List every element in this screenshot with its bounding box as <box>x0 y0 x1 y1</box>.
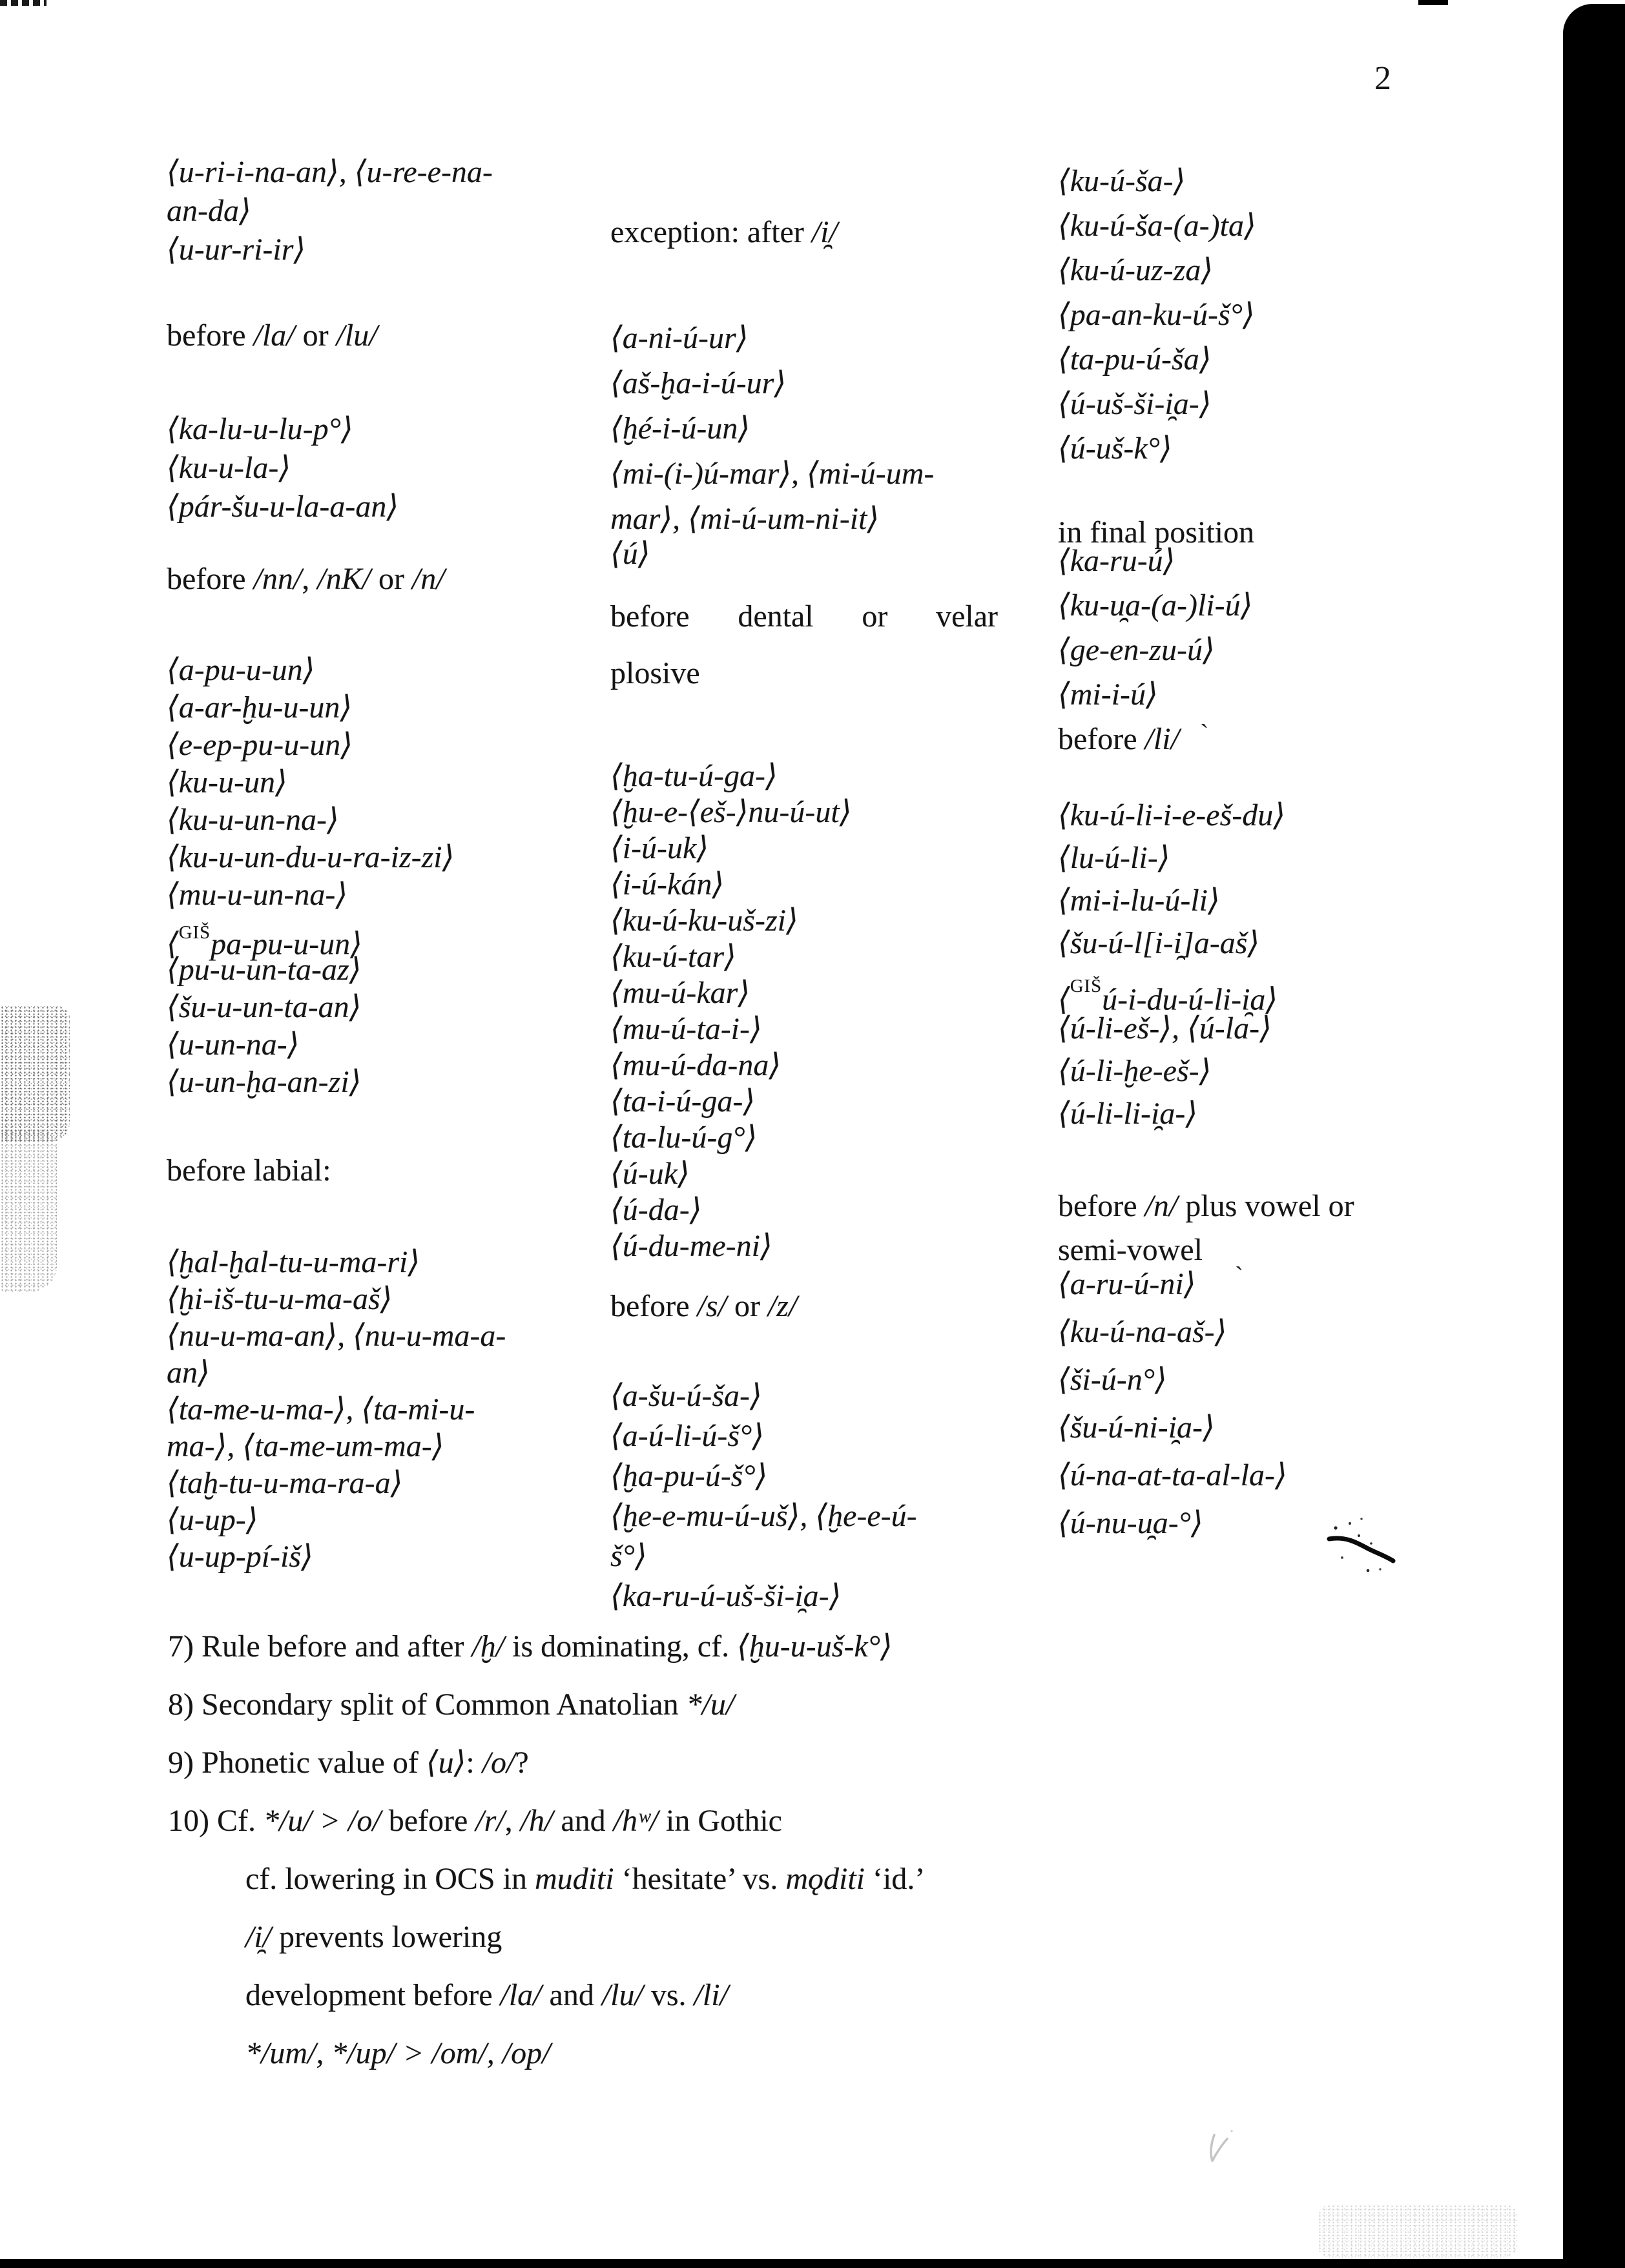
text-segment: and <box>553 1804 614 1838</box>
pen-mark <box>1329 1518 1393 1572</box>
text-segment: before <box>1058 1189 1145 1223</box>
text-segment: ⟨aš-ḫa-i-ú-ur⟩ <box>610 366 787 400</box>
text-segment: /n/ <box>411 562 445 596</box>
text-segment: ⟨ta-i-ú-ga-⟩ <box>610 1084 756 1119</box>
text-segment: ⟨ḫa-tu-ú-ga-⟩ <box>610 759 778 793</box>
text-segment: ⟨u-un-ḫa-an-zi⟩ <box>167 1065 362 1099</box>
text-segment: in final position <box>1058 515 1254 550</box>
text-segment: ⟨ú-li-eš-⟩, ⟨ú-la-⟩ <box>1058 1011 1272 1046</box>
text-segment: ⟨ḫu-e-⟨eš-⟩nu-ú-ut⟩ <box>610 795 852 829</box>
text-segment: before dental or velar <box>610 599 998 634</box>
scan-smudge <box>1318 2205 1518 2258</box>
text-segment: ⟨ši-ú-n°⟩ <box>1058 1363 1167 1397</box>
text-segment: ⟨mu-ú-kar⟩ <box>610 976 750 1010</box>
text-segment: ? <box>515 1746 529 1780</box>
text-segment: ⟨ú-da-⟩ <box>610 1193 702 1227</box>
text-segment: ⟨a-ni-ú-ur⟩ <box>610 321 749 355</box>
text-segment: ⟨ú⟩ <box>610 537 650 571</box>
text-segment: ⟨pár-šu-u-la-a-an⟩ <box>167 490 399 524</box>
text-segment: development before <box>245 1978 501 2012</box>
text-segment: /s/ <box>697 1289 727 1323</box>
text-segment: ⟨ú-nu-u̯a-°⟩ <box>1058 1506 1203 1540</box>
text-segment: /nK/ <box>317 562 371 596</box>
text-segment: /h/ <box>520 1804 554 1838</box>
text-segment: /hʷ/ <box>613 1804 658 1838</box>
text-segment: ⟨a-ar-ḫu-u-un⟩ <box>167 690 353 725</box>
text-segment: ⟨ge-en-zu-ú⟩ <box>1058 633 1215 667</box>
text-segment: ⟨u-ur-ri-ir⟩ <box>167 232 306 267</box>
text-segment: or <box>726 1289 768 1323</box>
text-segment: ⟨ú-na-at-ta-al-la-⟩ <box>1058 1458 1287 1492</box>
text-segment: 9) Phonetic value of <box>168 1746 426 1780</box>
text-segment: ⟨a-ú-li-ú-š°⟩ <box>610 1419 764 1453</box>
scan-edge-artifact <box>1418 0 1448 5</box>
text-segment: before <box>380 1804 476 1838</box>
text-segment: /lu/ <box>336 318 378 353</box>
text-segment: ⟨ku-u̯a-(a-)li-ú⟩ <box>1058 588 1253 623</box>
text-segment: ⟨ku-u-un⟩ <box>167 765 287 799</box>
text-segment: ⟨ku-u-la-⟩ <box>167 451 291 485</box>
text-segment: ⟨a-pu-u-un⟩ <box>167 653 315 687</box>
text-segment: ⟨u-up-⟩ <box>167 1503 258 1537</box>
scan-smudge <box>0 1130 57 1292</box>
text-segment: /la/ <box>253 318 295 353</box>
scan-edge-bottom <box>0 2259 1625 2268</box>
text-segment: ⟨mi-i-lu-ú-li⟩ <box>1058 883 1220 918</box>
text-segment: ⟨mu-u-un-na-⟩ <box>167 878 348 912</box>
text-segment: ⟨u⟩ <box>426 1746 466 1780</box>
text-segment: ⟨šu-u-un-ta-an⟩ <box>167 990 362 1024</box>
text-segment: ⟨ku-u-un-na-⟩ <box>167 803 339 837</box>
text-segment: ⟨ <box>167 927 179 962</box>
text-segment: ⟨a-ru-ú-ni⟩ <box>1058 1267 1196 1301</box>
text-segment: before labial: <box>167 1153 331 1188</box>
text-segment: ma-⟩, ⟨ta-me-um-ma-⟩ <box>167 1429 444 1463</box>
text-segment: before <box>167 318 254 353</box>
text-segment: before <box>167 562 254 596</box>
text-segment: ⟨ta-me-u-ma-⟩, ⟨ta-mi-u- <box>167 1392 475 1427</box>
text-segment: ⟨ḫe-e-mu-ú-uš⟩, ⟨ḫe-e-ú- <box>610 1499 917 1533</box>
text-segment: in Gothic <box>658 1804 782 1838</box>
text-segment: /ḫ/ <box>471 1629 505 1664</box>
text-segment: ⟨ku-ú-uz-za⟩ <box>1058 253 1214 287</box>
text-segment: ⟨ka-ru-ú⟩ <box>1058 544 1175 578</box>
text-segment: ⟨ú-li-li-i̯a-⟩ <box>1058 1097 1198 1131</box>
text-segment: ⟨ḫu-u-uš-k°⟩ <box>737 1629 893 1664</box>
text-segment: 8) Secondary split of Common Anatolian <box>168 1687 687 1722</box>
text-segment: */um/, */up/ > /om/, /op/ <box>245 2036 551 2070</box>
text-segment: ⟨pu-u-un-ta-az⟩ <box>167 953 362 987</box>
text-segment: ⟨lu-ú-li-⟩ <box>1058 841 1170 875</box>
text-segment: ⟨mi-i-ú⟩ <box>1058 677 1158 712</box>
text-segment: muditi <box>534 1862 614 1896</box>
text-segment: ‘id.’ <box>865 1862 926 1896</box>
text-segment: /i̯/ <box>245 1920 272 1954</box>
text-segment: is dominating, cf. <box>504 1629 738 1664</box>
text-segment: ⟨ku-ú-ša-(a-)ta⟩ <box>1058 209 1256 243</box>
text-segment: */u/ <box>686 1687 735 1722</box>
text-segment: ⟨u-un-na-⟩ <box>167 1027 300 1062</box>
text-segment: ⟨ú-uš-k°⟩ <box>1058 431 1172 466</box>
text-segment: ⟨taḫ-tu-u-ma-ra-a⟩ <box>167 1466 403 1500</box>
text-segment: ⟨šu-ú-l[i-i̯]a-aš⟩ <box>1058 926 1260 960</box>
text-segment: /li/ <box>694 1978 729 2012</box>
text-segment: cf. lowering in OCS in <box>245 1862 535 1896</box>
text-segment: ⟨ku-ú-li-i-e-eš-du⟩ <box>1058 798 1285 832</box>
determinative-superscript: GIŠ <box>178 922 211 943</box>
text-segment: semi-vowel <box>1058 1233 1203 1267</box>
stray-tick-mark: ˋ <box>1235 1261 1244 1290</box>
text-segment: ⟨mi-(i-)ú-mar⟩, ⟨mi-ú-um- <box>610 457 935 491</box>
text-segment: ⟨u-ri-i-na-an⟩, ⟨u-re-e-na- <box>167 155 493 189</box>
text-segment: pa-pu-u-un⟩ <box>211 927 362 962</box>
text-segment: ⟨ú-uk⟩ <box>610 1157 690 1191</box>
text-segment: /r/ <box>475 1804 505 1838</box>
text-segment: /o/ <box>482 1746 515 1780</box>
text-segment: š°⟩ <box>610 1539 647 1573</box>
text-segment: /la/ <box>500 1978 542 2012</box>
text-segment: ⟨ku-ú-ša-⟩ <box>1058 164 1186 198</box>
scan-smudge <box>0 1006 70 1142</box>
text-segment: 7) Rule before and after <box>168 1629 472 1664</box>
text-segment: and <box>541 1978 602 2012</box>
text-segment: /lu/ <box>601 1978 643 2012</box>
text-segment: before <box>610 1289 698 1323</box>
stray-tick-mark: ˋ <box>1200 719 1209 748</box>
text-segment: ⟨ta-lu-ú-g°⟩ <box>610 1120 758 1155</box>
text-segment: ⟨ḫal-ḫal-tu-u-ma-ri⟩ <box>167 1245 420 1279</box>
text-segment: ú-i-du-ú-li-i̯a⟩ <box>1102 982 1278 1017</box>
text-segment: ‘hesitate’ vs. <box>614 1862 786 1896</box>
text-segment: ⟨ú-du-me-ni⟩ <box>610 1229 772 1263</box>
text-segment: ⟨a-šu-ú-ša-⟩ <box>610 1379 762 1413</box>
text-segment: ⟨ <box>1058 982 1070 1017</box>
text-segment: or <box>370 562 412 596</box>
text-segment: ⟨šu-ú-ni-i̯a-⟩ <box>1058 1410 1215 1445</box>
text-segment: /i̯/ <box>811 215 838 249</box>
text-segment: ⟨ku-u-un-du-u-ra-iz-zi⟩ <box>167 840 455 874</box>
text-segment: /z/ <box>767 1289 798 1323</box>
text-segment: plus vowel or <box>1177 1189 1354 1223</box>
text-segment: mar⟩, ⟨mi-ú-um-ni-it⟩ <box>610 502 880 536</box>
scan-corner-artifact <box>0 0 47 6</box>
text-segment: ⟨mu-ú-ta-i-⟩ <box>610 1012 762 1046</box>
pencil-mark <box>1211 2130 1233 2161</box>
text-segment: ⟨ka-lu-u-lu-p°⟩ <box>167 412 353 446</box>
text-segment: vs. <box>643 1978 694 2012</box>
text-segment: ⟨ku-ú-ku-uš-zi⟩ <box>610 903 798 938</box>
text-segment: /li/ <box>1144 722 1179 756</box>
text-segment: mǫditi <box>785 1862 865 1896</box>
text-segment: ⟨pa-an-ku-ú-š°⟩ <box>1058 298 1255 332</box>
text-segment: ⟨ú-uš-ši-i̯a-⟩ <box>1058 387 1212 421</box>
determinative-superscript: GIŠ <box>1070 976 1102 996</box>
text-segment: an-da⟩ <box>167 194 251 228</box>
page-number: 2 <box>1374 60 1391 97</box>
text-segment: ⟨ḫé-i-ú-un⟩ <box>610 411 750 446</box>
text-segment: ⟨i-ú-uk⟩ <box>610 831 709 865</box>
text-segment: ⟨ku-ú-na-aš-⟩ <box>1058 1315 1227 1349</box>
text-segment: ⟨u-up-pí-iš⟩ <box>167 1540 313 1574</box>
text-segment: ⟨e-ep-pu-u-un⟩ <box>167 728 353 762</box>
text-segment: ⟨ḫi-iš-tu-u-ma-aš⟩ <box>167 1282 393 1316</box>
text-segment: plosive <box>610 656 700 690</box>
text-segment: /nn/ <box>253 562 302 596</box>
text-segment: ⟨ḫa-pu-ú-š°⟩ <box>610 1459 768 1493</box>
text-segment: /n/ <box>1144 1189 1178 1223</box>
text-segment: , <box>504 1804 521 1838</box>
text-segment: */u/ > /o/ <box>263 1804 381 1838</box>
text-segment: , <box>302 562 318 596</box>
text-segment: ⟨ú-li-ḫe-eš-⟩ <box>1058 1054 1212 1088</box>
text-segment: ⟨ku-ú-tar⟩ <box>610 940 736 974</box>
text-segment: ⟨i-ú-kán⟩ <box>610 867 725 902</box>
text-segment: exception: after <box>610 215 812 249</box>
text-segment: ⟨ka-ru-ú-uš-ši-i̯a-⟩ <box>610 1579 842 1613</box>
text-segment: an⟩ <box>167 1356 210 1390</box>
text-segment: before <box>1058 722 1145 756</box>
text-segment: ⟨nu-u-ma-an⟩, ⟨nu-u-ma-a- <box>167 1319 506 1353</box>
text-segment: prevents lowering <box>271 1920 502 1954</box>
scan-edge-right <box>1563 4 1625 2268</box>
text-segment: 10) Cf. <box>168 1804 264 1838</box>
text-segment: or <box>295 318 336 353</box>
text-segment: ⟨mu-ú-da-na⟩ <box>610 1048 781 1082</box>
text-segment: : <box>466 1746 482 1780</box>
text-segment: ⟨ta-pu-ú-ša⟩ <box>1058 342 1212 376</box>
